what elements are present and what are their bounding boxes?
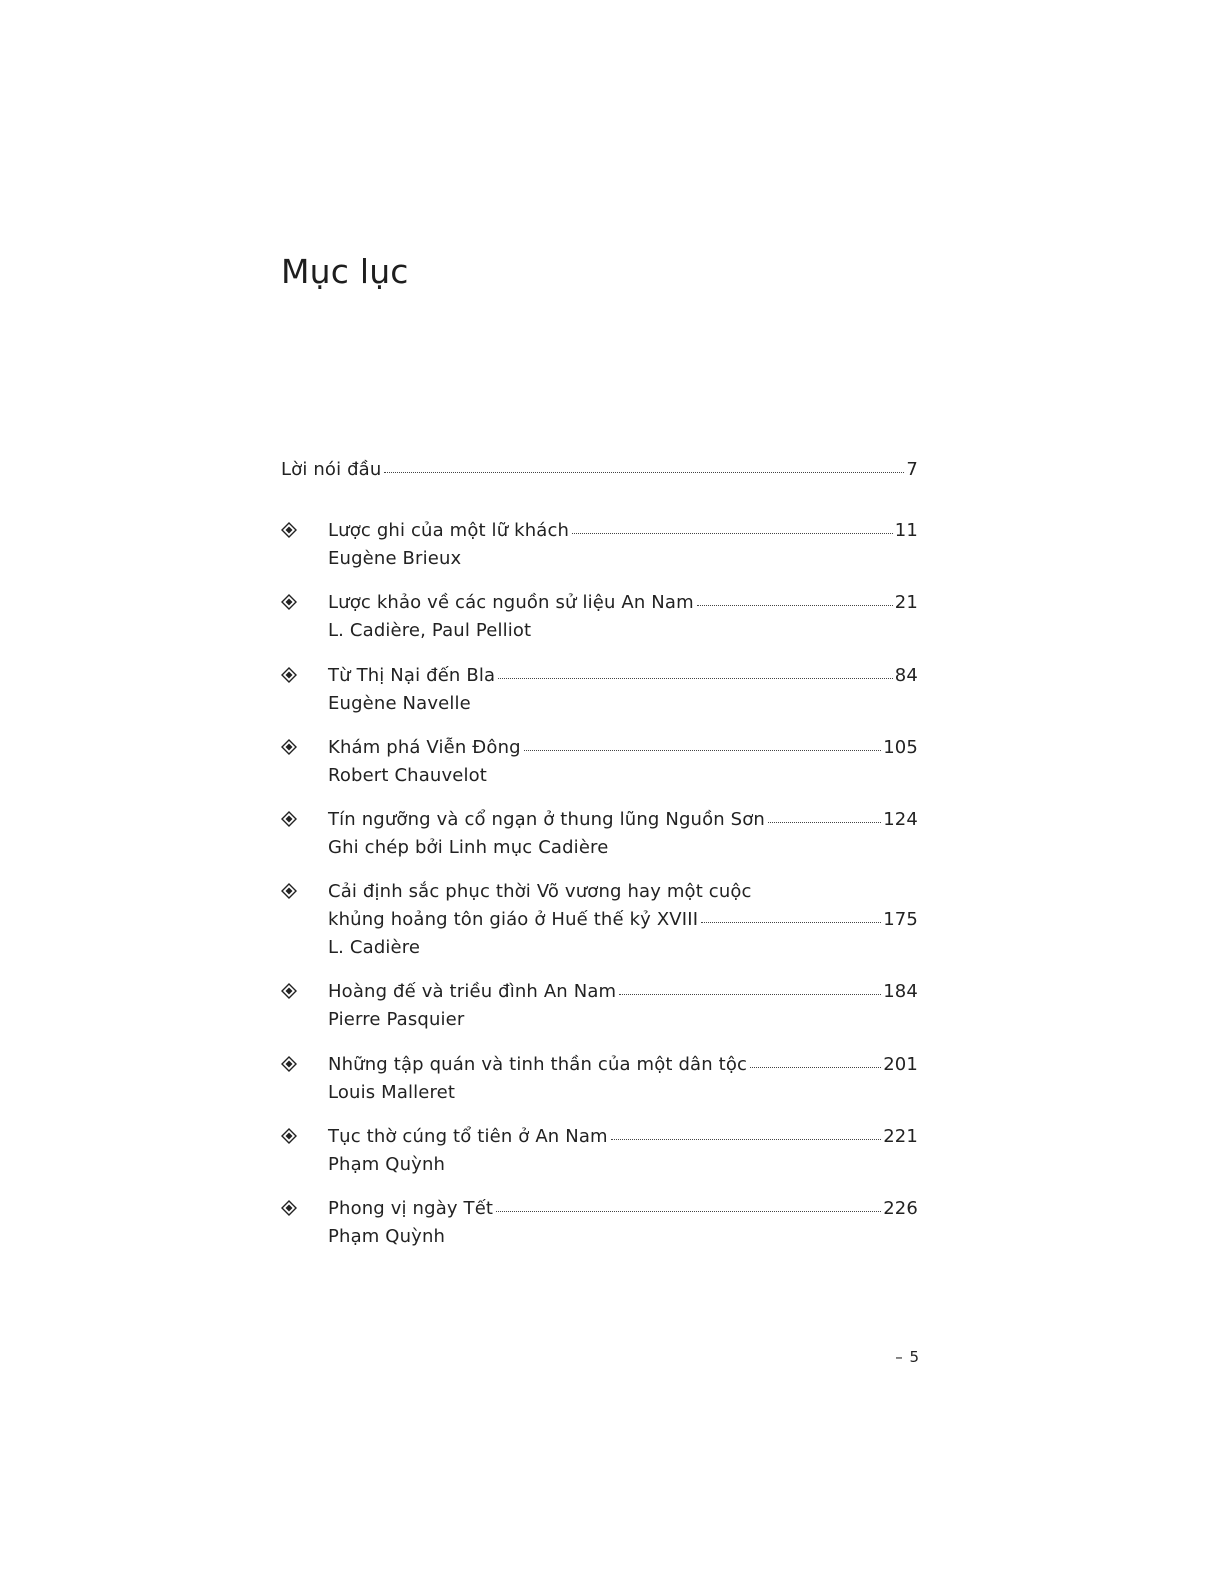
- toc-preface-label: Lời nói đầu: [281, 459, 382, 480]
- toc-entry-author: Ghi chép bởi Linh mục Cadière: [328, 837, 609, 858]
- dot-leader: [701, 921, 881, 923]
- dot-leader: [750, 1066, 881, 1068]
- toc-entry-page: 175: [883, 909, 918, 930]
- diamond-bullet-icon: [281, 739, 297, 755]
- toc-entry-page: 184: [883, 981, 918, 1002]
- diamond-bullet-icon: [281, 983, 297, 999]
- dot-leader: [496, 1210, 881, 1212]
- toc-entry-title-line1[interactable]: Cải định sắc phục thời Võ vương hay một cuộc: [328, 881, 752, 902]
- toc-entry-page: 124: [883, 809, 918, 830]
- toc-entry-author: Eugène Navelle: [328, 693, 471, 714]
- toc-entry-author: L. Cadière: [328, 937, 421, 958]
- toc-entry-8[interactable]: [328, 1056, 918, 1074]
- toc-entry-author: Robert Chauvelot: [328, 765, 488, 786]
- dot-leader: [697, 604, 893, 606]
- toc-entry-author: Eugène Brieux: [328, 548, 462, 569]
- toc-entry-title: Khám phá Viễn Đông: [328, 737, 521, 758]
- page-title: Mục lục: [281, 252, 409, 291]
- toc-entry-title: Từ Thị Nại đến Bla: [328, 665, 496, 686]
- toc-entry-5[interactable]: [328, 811, 918, 829]
- toc-entry-page: 11: [894, 520, 918, 541]
- diamond-bullet-icon: [281, 811, 297, 827]
- toc-entry-title: Lược ghi của một lữ khách: [328, 520, 570, 541]
- toc-entry-page: 226: [883, 1198, 918, 1219]
- toc-entry-page: 21: [894, 592, 918, 613]
- diamond-bullet-icon: [281, 883, 297, 899]
- dot-leader: [619, 993, 881, 995]
- toc-entry-page: 105: [883, 737, 918, 758]
- toc-entry-1[interactable]: [328, 522, 918, 540]
- toc-entry-title: Phong vị ngày Tết: [328, 1198, 494, 1219]
- toc-entry-author: Pierre Pasquier: [328, 1009, 465, 1030]
- toc-entry-title: Tục thờ cúng tổ tiên ở An Nam: [328, 1126, 608, 1147]
- diamond-bullet-icon: [281, 522, 297, 538]
- toc-entry-title: Hoàng đế và triều đình An Nam: [328, 981, 617, 1002]
- toc-preface[interactable]: [281, 461, 918, 479]
- toc-entry-author: L. Cadière, Paul Pelliot: [328, 620, 532, 641]
- diamond-bullet-icon: [281, 1128, 297, 1144]
- toc-entry-title-line2: khủng hoảng tôn giáo ở Huế thế kỷ XVIII: [328, 909, 699, 930]
- diamond-bullet-icon: [281, 1056, 297, 1072]
- toc-entry-author: Louis Malleret: [328, 1082, 456, 1103]
- toc-entry-7[interactable]: [328, 983, 918, 1001]
- dot-leader: [768, 821, 881, 823]
- toc-entry-4[interactable]: [328, 739, 918, 757]
- toc-entry-6[interactable]: [328, 911, 918, 929]
- toc-entry-10[interactable]: [328, 1200, 918, 1218]
- dot-leader: [384, 471, 904, 473]
- toc-entry-page: 221: [883, 1126, 918, 1147]
- toc-entry-author: Phạm Quỳnh: [328, 1154, 446, 1175]
- toc-entry-9[interactable]: [328, 1128, 918, 1146]
- toc-entry-title: Lược khảo về các nguồn sử liệu An Nam: [328, 592, 694, 613]
- page-number: – 5: [895, 1348, 920, 1366]
- toc-entry-author: Phạm Quỳnh: [328, 1226, 446, 1247]
- toc-preface-page: 7: [906, 459, 918, 480]
- toc-entry-2[interactable]: [328, 594, 918, 612]
- toc-entry-3[interactable]: [328, 667, 918, 685]
- diamond-bullet-icon: [281, 594, 297, 610]
- dot-leader: [572, 532, 893, 534]
- dot-leader: [524, 749, 881, 751]
- toc-entry-page: 84: [894, 665, 918, 686]
- dot-leader: [498, 677, 893, 679]
- diamond-bullet-icon: [281, 1200, 297, 1216]
- toc-entry-title: Tín ngưỡng và cổ ngạn ở thung lũng Nguồn Sơn: [328, 809, 765, 830]
- toc-entry-title: Những tập quán và tinh thần của một dân tộc: [328, 1054, 748, 1075]
- diamond-bullet-icon: [281, 667, 297, 683]
- toc-entry-page: 201: [883, 1054, 918, 1075]
- dot-leader: [611, 1138, 881, 1140]
